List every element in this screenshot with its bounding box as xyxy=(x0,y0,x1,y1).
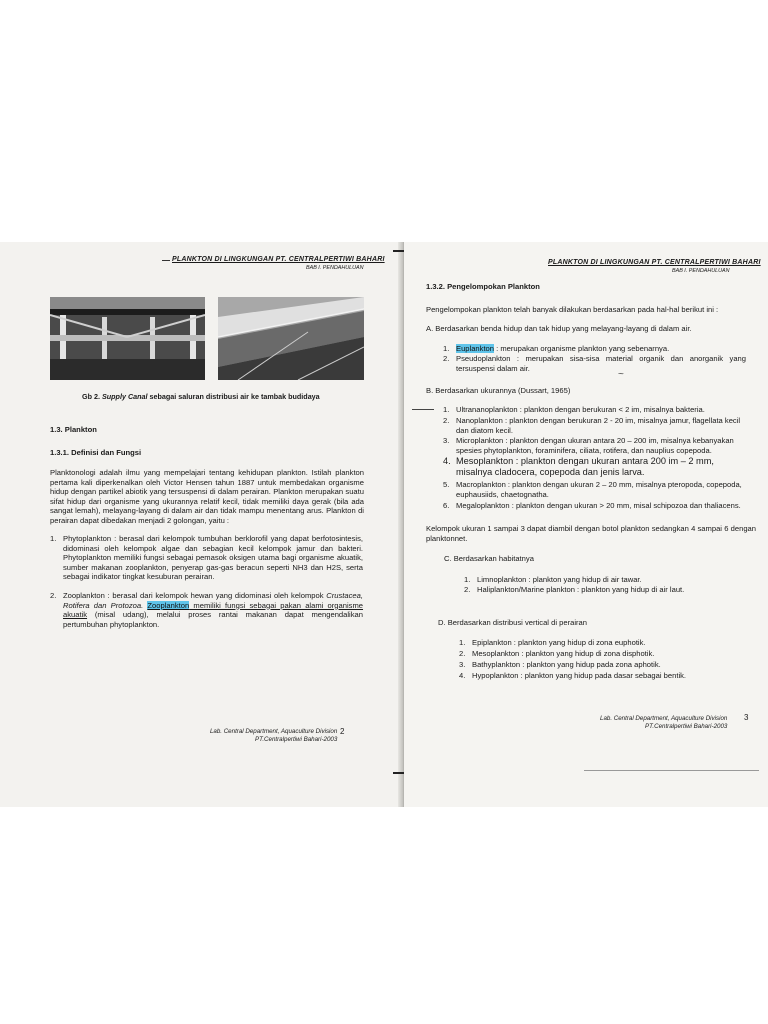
right-footer xyxy=(600,715,727,731)
footer-line-1: Lab. Central Department, Aquaculture Division xyxy=(600,715,728,722)
list-number: 1. xyxy=(443,344,450,353)
list-number: 1. xyxy=(459,638,466,647)
page-number: 3 xyxy=(744,713,749,722)
list-item-text: Pseudoplankton : merupakan sisa-sisa material organik dan anorganik yang tersuspensi dalam air. xyxy=(456,354,746,373)
list-item-epiplankton xyxy=(459,638,747,648)
group-c-heading: C. Berdasarkan habitatnya xyxy=(444,554,534,563)
left-header-title: PLANKTON DI LINGKUNGAN PT. CENTRALPERTIWI BAHARI xyxy=(172,256,385,263)
right-page xyxy=(404,242,768,807)
list-item-text: Nanoplankton : plankton dengan berukuran 2 - 20 im, misalnya jamur, flagellata kecil dan diatom kecil. xyxy=(456,416,741,435)
list-item-emphasis: Crustacea, Rotifera dan Protozoa. xyxy=(63,591,363,610)
list-item-megaloplankton xyxy=(443,501,746,511)
page-number: 2 xyxy=(340,727,345,736)
list-item-text: Bathyplankton : plankton yang hidup pada zona aphotik. xyxy=(472,660,661,669)
list-number: 3. xyxy=(443,436,450,445)
list-number: 2. xyxy=(443,354,450,363)
list-number: 4. xyxy=(443,456,451,466)
section-heading-pengelompokan: 1.3.2. Pengelompokan Plankton xyxy=(426,282,540,291)
list-number: 2. xyxy=(443,416,450,425)
list-item-macroplankton xyxy=(443,480,746,499)
underlined-text: memiliki fungsi sebagai pakan alami organisme akuatik xyxy=(63,600,364,620)
list-number: 4. xyxy=(459,671,466,680)
list-item-ultrananoplankton xyxy=(443,405,746,415)
list-number: 1. xyxy=(464,575,471,584)
list-number: 5. xyxy=(443,480,450,489)
left-header-dash xyxy=(162,260,170,261)
list-item-mesoplankton xyxy=(443,456,746,478)
list-item-text: Hypoplankton : plankton yang hidup pada dasar sebagai bentik. xyxy=(472,671,687,680)
footer-line-2: PT.Centralpertiwi Bahari-2003 xyxy=(645,723,728,730)
list-item-text: Macroplankton : plankton dengan ukuran 2 – 20 mm, misalnya pteropoda, copepoda, euphausiids, chaetognatha. xyxy=(456,480,742,499)
section-heading-plankton: 1.3. Plankton xyxy=(50,425,97,434)
list-item-phytoplankton xyxy=(50,534,363,582)
list-item-nanoplankton xyxy=(443,416,746,435)
right-header-subtitle: BAB I. PENDAHULUAN xyxy=(672,268,730,274)
group-a-heading: A. Berdasarkan benda hidup dan tak hidup yang melayang-layang di dalam air. xyxy=(426,324,692,333)
list-item-mesoplankton-zone xyxy=(459,649,747,659)
page-bottom-line xyxy=(584,770,759,771)
footer-line-1: Lab. Central Department, Aquaculture Division xyxy=(209,728,338,735)
group-b-heading: B. Berdasarkan ukurannya (Dussart, 1965) xyxy=(426,386,571,395)
list-number: 1. xyxy=(443,405,450,414)
list-item-pseudoplankton xyxy=(443,354,746,373)
supply-canal-photo-1 xyxy=(50,297,205,380)
footer-line-2: PT.Centralpertiwi Bahari-2003 xyxy=(255,736,338,743)
list-item-text: : merupakan organisme plankton yang sebenarnya. xyxy=(494,344,670,353)
list-item-microplankton xyxy=(443,436,746,455)
list-item-text: Megaloplankton : plankton dengan ukuran > 20 mm, misal schipozoa dan thaliacens. xyxy=(456,501,741,510)
list-item-haliplankton xyxy=(464,585,747,595)
list-number: 2. xyxy=(50,591,57,600)
left-header-subtitle: BAB I. PENDAHULUAN xyxy=(306,265,364,271)
list-number: 2. xyxy=(464,585,471,594)
scanned-spread xyxy=(0,242,768,807)
list-number: 1. xyxy=(50,534,57,543)
supply-canal-photo-2 xyxy=(218,297,364,380)
left-footer xyxy=(203,728,337,744)
list-item-text: Haliplankton/Marine plankton : plankton yang hidup di air laut. xyxy=(477,585,685,594)
list-item-text: Limnoplankton : plankton yang hidup di air tawar. xyxy=(477,575,642,584)
figure-caption xyxy=(82,392,320,402)
right-header-title: PLANKTON DI LINGKUNGAN PT. CENTRALPERTIWI BAHARI xyxy=(548,259,761,266)
highlighted-term: Zooplankton xyxy=(147,600,190,610)
list-number: 3. xyxy=(459,660,466,669)
highlighted-term: Euplankton xyxy=(456,344,494,353)
group-b-note: Kelompok ukuran 1 sampai 3 dapat diambil dengan botol plankton sedangkan 4 sampai 6 dengan planktonnet. xyxy=(426,524,756,543)
subsection-heading-definisi: 1.3.1. Definisi dan Fungsi xyxy=(50,448,142,457)
caption-emphasis: Supply Canal xyxy=(101,392,148,401)
group-d-heading: D. Berdasarkan distribusi vertical di perairan xyxy=(438,618,587,627)
list-item-hypoplankton xyxy=(459,671,747,681)
pen-mark: ~ xyxy=(618,369,624,380)
list-item-text: Ultrananoplankton : plankton dengan berukuran < 2 im, misalnya bakteria. xyxy=(456,405,705,414)
list-item-bathyplankton xyxy=(459,660,747,670)
list-item-text: Epiplankton : plankton yang hidup di zona euphotik. xyxy=(472,638,646,647)
pen-dash-mark xyxy=(412,409,434,410)
list-item-text: Phytoplankton : berasal dari kelompok tumbuhan berklorofil yang dapat berfotosintesis, didominasi oleh kelompok algae dan sebagian kecil kelompok jamur dan bakteri. Phytoplankton memiliki fungsi sebagai pemasok oksigen utama bagi organisme akuatik, sumber makanan zooplankton, penyerap gas-gas beracun seperti NH3 dan H2S, serta sebagai indikator tingkat kesuburan perairan. xyxy=(63,534,363,582)
caption-prefix: Gb 2. xyxy=(82,392,100,401)
list-item-zooplankton xyxy=(50,591,364,629)
list-item-limnoplankton xyxy=(464,575,747,585)
list-number: 2. xyxy=(459,649,466,658)
list-item-text: Mesoplankton : plankton yang hidup di zona disphotik. xyxy=(472,649,655,658)
list-item-text: Zooplankton : berasal dari kelompok hewan yang didominasi oleh kelompok xyxy=(63,591,327,600)
caption-text: sebagai saluran distribusi air ke tambak budidaya xyxy=(149,392,320,401)
list-item-text: Mesoplankton : plankton dengan ukuran antara 200 im – 2 mm, misalnya cladocera, copepoda dan jenis larva. xyxy=(456,456,714,477)
list-item-euplankton xyxy=(443,344,746,354)
list-item-text: Microplankton : plankton dengan ukuran antara 20 – 200 im, misalnya kebanyakan spesies phytoplankton, foraminifera, ciliata, rotifera, dan nauplius copepoda. xyxy=(456,436,734,455)
right-intro: Pengelompokan plankton telah banyak dilakukan berdasarkan pada hal-hal berikut ini : xyxy=(426,305,719,314)
list-number: 6. xyxy=(443,501,450,510)
intro-paragraph: Planktonologi adalah ilmu yang mempelajari tentang kehidupan plankton. Istilah plankton pertama kali diperkenalkan oleh Victor Hensen tahun 1887 untuk membedakan organisme hidup dengan partikel abiotik yang tersuspensi di dalam perairan. Plankton merupakan suatu sifat hidup dari organisme yang ukurannya relatif kecil, tidak memiliki daya gerak (bila ada sangat lemah), melayang-layang di dalam air dan tidak mampu menentang arus. Plankton di perairan dapat dibedakan menjadi 2 golongan, yaitu : xyxy=(50,468,364,525)
left-page xyxy=(0,242,400,807)
list-item-text-rest: (misal udang), melalui proses rantai makanan dapat mengendalikan pertumbuhan phytoplankton. xyxy=(63,610,363,629)
